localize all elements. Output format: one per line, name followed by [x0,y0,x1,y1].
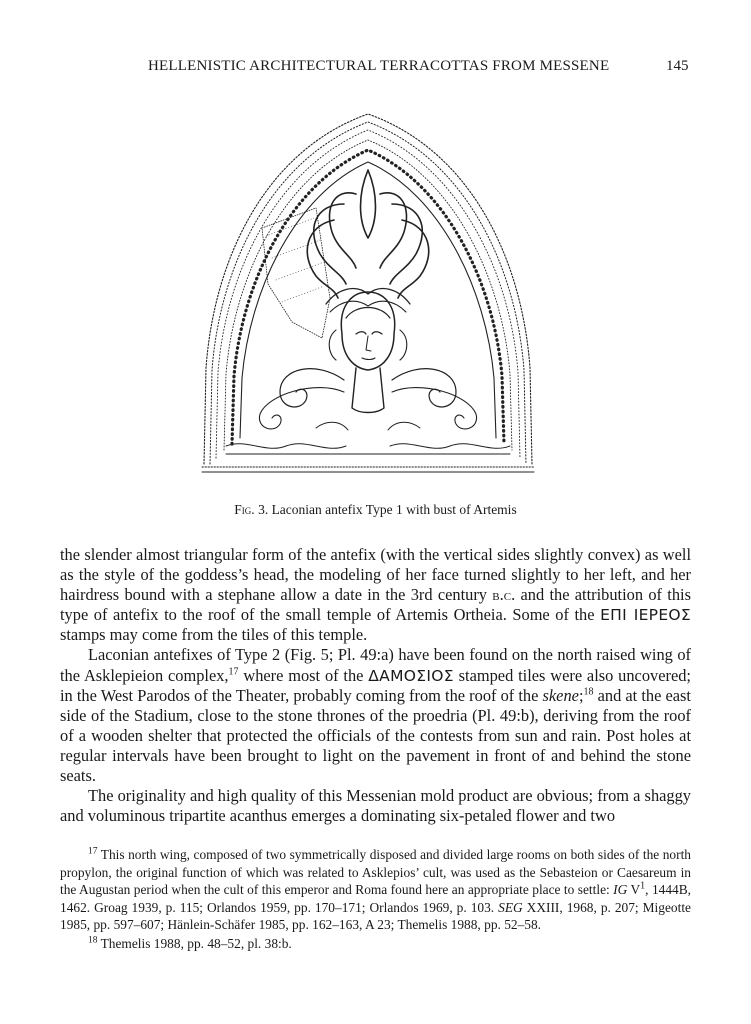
footnote-18-mark: 18 [88,935,98,946]
stephane [346,308,390,319]
paragraph-1: the slender almost triangular form of the antefix (with the vertical sides slightly convex) as well as the style of the goddess’s head, the modeling of her face turned slightly to her left, and her hairdress bound with a stephane allow a date in the 3rd century b.c. and the attribution of this type of antefix to the roof of the small temple of Artemis Ortheia. Some of the ΕΠΙ ΙΕΡΕΟΣ stamps may come from the tiles of this temple. [60,545,692,645]
page-number: 145 [666,58,689,74]
hair-locks [329,330,407,360]
antefix-figure [196,108,540,474]
eyes [356,332,382,334]
antefix-drawing [196,108,540,474]
greek-stamp-damosios: ΔΑΜΟΣΙΟΣ [368,666,454,685]
artemis-head [341,292,394,370]
footnote-ref-18[interactable]: 18 [583,686,594,698]
outer-arch-4 [224,140,512,450]
paragraph-2: Laconian antefixes of Type 2 (Fig. 5; Pl. 49:a) have been found on the north raised wing of the Asklepieion complex,$^{17}$ where most of the ΔΑΜΟΣΙΟΣ stamped tiles were also uncovered; in the West Parodos of the Theater, probably coming from the roof of the skene;$^{18}$ and at the east side of the Stadium, close to the stone thrones of the proedria (Pl. 49:b), deriving from the roof of a wooden shelter that protected the officials of the contests from sun and rain. Post holes at regular intervals have been brought to light on the pavement in front of and behind the stone seats. [60,645,691,786]
acanthus [326,289,410,304]
paragraph-3: The originality and high quality of this Messenian mold product are obvious; from a shaggy and voluminous tripartite acanthus emerges a dominating six-petaled flower and two [60,786,691,826]
caption-label: Fig. [234,502,255,517]
footnotes [60,846,691,952]
central-petal [361,170,376,238]
footnote-17-mark: 17 [88,846,98,857]
nose [366,336,371,351]
italic-skene: skene [542,685,579,705]
greek-stamp-epi-iereos: ΕΠΙ ΙΕΡΕΟΣ [600,606,692,625]
caption-text: 3. Laconian antefix Type 1 with bust of Artemis [258,502,517,517]
footnote-ref-17[interactable]: 17 [228,666,239,678]
bottom-wave [226,444,510,449]
figure-caption [0,502,751,518]
mouth [362,358,375,360]
footnote-18: $^{18}$ Themelis 1988, pp. 48–52, pl. 38:b. [88,935,292,951]
spiral-right [392,388,477,429]
footnote-17: $^{17}$ This north wing, composed of two symmetrically disposed and divided large rooms on both sides of the north propylon, the original function of which was related to Asklepios’ cult, was used as the Sebasteion or Caesareum in the Augustan period when the cult of this emperor and Roma found here an appropriate place to settle: IG $V^1$, 1444B, 1462. Groag 1939, p. 115; Orlandos 1959, pp. 170–171; Orlandos 1969, p. 103. SEG XXIII, 1968, p. 207; Migeotte 1985, pp. 597–607; Hänlein-Schäfer 1985, pp. 162–163, A 23; Themelis 1988, pp. 52–58. [60,846,692,932]
body-text [60,545,691,826]
spiral-left [259,388,344,429]
bc-abbrev: b.c. [492,585,516,605]
running-head [0,58,751,80]
running-title: HELLENISTIC ARCHITECTURAL TERRACOTTAS FROM MESSENE [148,58,610,74]
bust [352,368,384,413]
